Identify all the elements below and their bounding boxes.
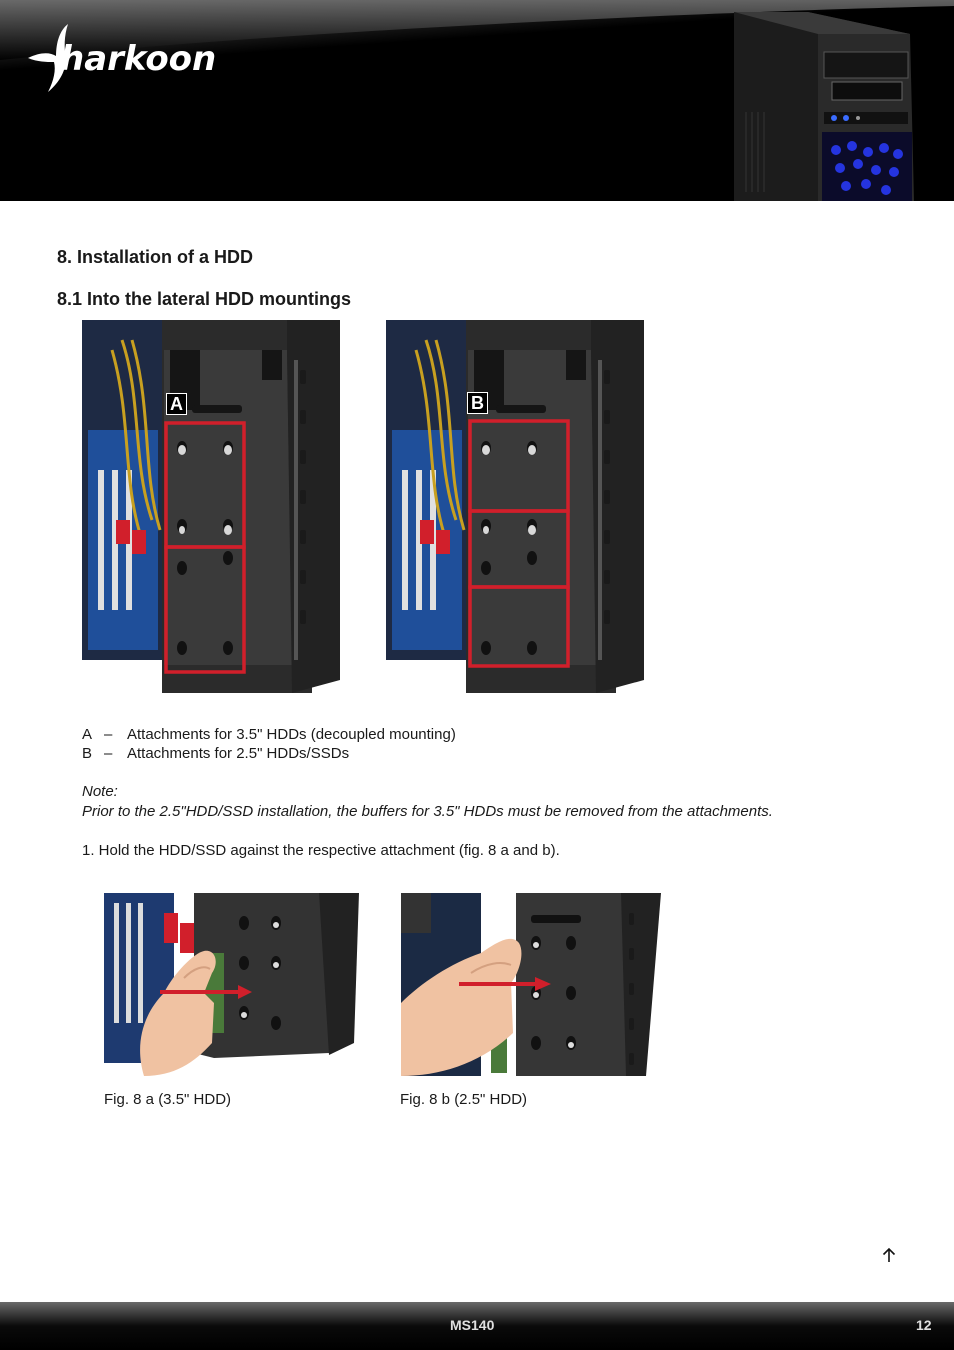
pc-case-image: [728, 12, 918, 201]
sharkoon-logo: [26, 22, 226, 94]
footer-page-number: 12: [916, 1317, 932, 1333]
svg-text:harkoon: harkoon: [60, 39, 217, 79]
footer-model: MS140: [450, 1317, 495, 1333]
figure-8a-caption: Fig. 8 a (3.5" HDD): [104, 1091, 232, 1108]
step-1: 1. Hold the HDD/SSD against the respective attachment (fig. 8 a and b).: [82, 842, 560, 859]
page-footer: [0, 1302, 954, 1350]
figure-a-photo: [82, 320, 340, 693]
note-label: Note:: [82, 783, 118, 800]
figure-b-label: B: [467, 392, 488, 414]
legend-text: Attachments for 3.5" HDDs (decoupled mounting): [127, 726, 456, 743]
legend-key: A: [82, 726, 93, 743]
legend-dash: –: [104, 745, 113, 762]
figure-8a-photo: [104, 893, 359, 1076]
figure-8b-caption: Fig. 8 b (2.5" HDD): [400, 1091, 528, 1108]
page-header: [0, 0, 954, 201]
arrow-up-icon[interactable]: [880, 1246, 898, 1264]
legend-text: Attachments for 2.5" HDDs/SSDs: [127, 745, 350, 762]
figure-8b-photo: [401, 893, 661, 1076]
figure-b-photo: [386, 320, 644, 693]
subsection-title: 8.1 Into the lateral HDD mountings: [57, 289, 352, 309]
note-text: Prior to the 2.5"HDD/SSD installation, the buffers for 3.5" HDDs must be removed from the attachments.: [82, 803, 773, 820]
figure-a-label: A: [166, 393, 187, 415]
legend-item-b: [82, 745, 349, 762]
legend-item-a: [82, 726, 456, 743]
section-title: 8. Installation of a HDD: [57, 247, 254, 267]
legend-key: B: [82, 745, 93, 762]
legend-dash: –: [104, 726, 113, 743]
